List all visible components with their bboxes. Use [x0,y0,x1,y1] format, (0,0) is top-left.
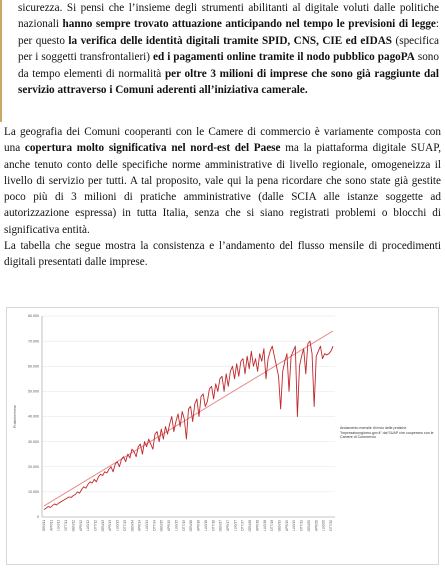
x-tick-label: LUG/17 [233,520,238,531]
x-tick-label: GEN/14 [130,520,135,532]
chart-legend-text: Andamento mensile di invio delle pratiche "Impresainungiorno.gov.it" dal SUAP che cooperano con le Camere di Commercio [340,426,434,440]
x-tick-label: LUG/12 [86,520,91,531]
x-tick-label: APR/17 [225,520,230,531]
x-tick-label: LUG/11 [56,520,61,531]
x-tick-label: APR/13 [108,520,113,531]
x-tick-label: OTT/18 [270,520,275,531]
x-tick-label: LUG/20 [321,520,326,531]
x-tick-label: GEN/17 [218,520,223,532]
x-tick-label: APR/11 [49,520,54,531]
x-tick-label: APR/16 [196,520,201,531]
boxed-paragraph-segment: per oltre 3 milioni di imprese che sono già raggiunte dal servizio attraverso i Comuni aderenti all’iniziativa camerale. [18,67,439,97]
x-tick-label: APR/18 [255,520,260,531]
y-tick-label: 40.000 [28,414,39,419]
boxed-paragraph-segment: ed i pagamenti online tramite il nodo pubblico pagoPA [153,51,415,64]
x-tick-label: GEN/15 [159,520,164,532]
boxed-paragraph-segment: sicurezza. Si pensi che l’insieme degli strumenti abilitanti al digitale voluti dalle politiche nazionali [18,2,439,31]
x-tick-label: OTT/14 [152,520,157,531]
paragraph-geografia-segment: La geografia dei Comuni cooperanti con le Camere di commercio è variamente composta con una [4,126,441,155]
y-tick-label: 70.000 [28,339,39,344]
x-tick-label: OTT/19 [299,520,304,531]
x-tick-label: LUG/15 [174,520,179,531]
y-axis-label: Pratiche/mese [13,405,17,428]
paragraph-geografia-segment: ma la piattaforma digitale SUAP, anche tenuto conto delle specifiche norme amministrative di livello regionale, omogeneizza il livello di servizio per tutti. A tal proposito, vale qui la pena ricordare che sono state già gestite poco più di 3 milioni di pratiche amministrative (dalle SCIA alle istanze soggette ad autorizzazione espressa) in tutta Italia, senza che si siano registrati problemi o blocchi di significativa entità. [4,142,442,236]
x-tick-label: GEN/13 [100,520,105,532]
y-tick-label: 0 [37,515,39,520]
x-tick-label: OTT/17 [240,520,245,531]
trend-line [44,331,333,506]
x-tick-label: GEN/19 [277,520,282,532]
x-tick-label: OTT/15 [181,520,186,531]
boxed-paragraph-segment: : per questo [18,18,439,47]
x-tick-label: LUG/13 [115,520,120,531]
boxed-paragraph-segment: hanno sempre trovato attuazione anticipando nel tempo le previsioni di legge [62,18,436,31]
x-tick-label: OTT/13 [122,520,127,531]
x-tick-label: APR/20 [314,520,319,531]
x-tick-label: OTT/11 [64,520,69,531]
x-tick-label: APR/14 [137,520,142,531]
paragraph-tabella: La tabella che segue mostra la consistenza e l’andamento del flusso mensile di procedimenti digitali presentati dalle imprese. [4,240,441,269]
x-tick-label: GEN/18 [248,520,253,532]
x-tick-label: APR/15 [167,520,172,531]
x-tick-label: GEN/12 [71,520,76,532]
y-tick-label: 20.000 [28,464,39,469]
boxed-paragraph-segment: la verifica delle identità digitali tramite SPID, CNS, CIE ed eIDAS [68,34,393,47]
paragraph-geografia-segment: copertura molto significativa nel nord-est del Paese [24,142,281,155]
x-tick-label: LUG/14 [145,520,150,531]
x-tick-label: LUG/16 [203,520,208,531]
x-tick-label: OTT/20 [329,520,333,531]
boxed-paragraph-segment: sono da tempo elementi di normalità [18,51,439,80]
x-tick-label: APR/12 [78,520,83,531]
y-tick-label: 60.000 [28,364,39,369]
x-tick-label: OTT/16 [211,520,216,531]
x-tick-label: LUG/18 [262,520,267,531]
y-tick-label: 30.000 [28,439,39,444]
x-tick-label: OTT/12 [93,520,98,531]
boxed-paragraph-segment: (specifica per i soggetti transfrontalieri) [18,34,439,64]
x-tick-label: GEN/11 [42,520,46,532]
x-tick-label: GEN/16 [189,520,194,532]
x-tick-label: GEN/20 [306,520,311,532]
y-tick-label: 10.000 [28,490,39,495]
y-tick-label: 50.000 [28,389,39,394]
x-tick-label: LUG/19 [292,520,297,531]
y-tick-label: 80.000 [28,314,39,319]
x-tick-label: APR/19 [284,520,289,531]
